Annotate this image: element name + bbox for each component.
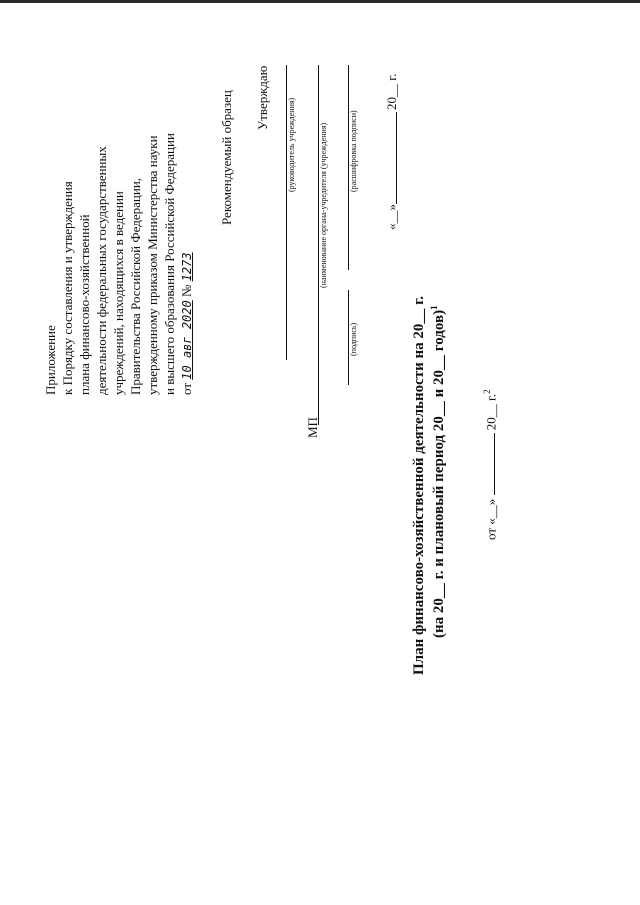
order-reference <box>180 252 193 395</box>
approval-date-year: 20__ г. <box>384 73 399 110</box>
appendix-line: утвержденному приказом Министерства науки <box>145 135 160 395</box>
footnote-2: 2 <box>482 389 492 394</box>
recommended-sample-label: Рекомендуемый образец <box>219 90 234 225</box>
order-prefix: от <box>179 382 194 395</box>
doc-date-year: 20__ г. <box>483 393 499 431</box>
appendix-line: Правительства Российской Федерации, <box>128 177 143 395</box>
appendix-line: и высшего образования Российской Федерации <box>162 133 177 395</box>
appendix-line: учреждений, находящихся в ведении <box>111 191 126 395</box>
scan-top-edge <box>0 0 640 3</box>
decoding-caption: (расшифровка подписи) <box>349 110 358 192</box>
plan-subtitle <box>430 305 447 638</box>
head-caption: (руководитель учреждения) <box>287 97 296 192</box>
doc-date-blank <box>494 433 495 495</box>
order-date-handwritten: 10 авг 2020 <box>180 300 194 380</box>
plan-title: План финансово-хозяйственной деятельности на 20__ г. <box>411 295 427 675</box>
order-number-prefix: № <box>179 284 194 297</box>
stamp-mp-label: МП <box>305 417 320 438</box>
appendix-line: Приложение <box>43 325 58 395</box>
footnote-1: 1 <box>429 305 439 310</box>
signature-caption: (подпись) <box>349 322 358 356</box>
order-number-handwritten: 1273 <box>180 252 194 282</box>
approve-label: Утверждаю <box>255 65 270 130</box>
approval-date-line <box>396 112 397 204</box>
plan-subtitle-text: (на 20__ г. и плановый период 20__ и 20__ годов) <box>431 309 447 638</box>
founder-caption: (наименование органа-учредителя (учреждения) <box>319 122 328 288</box>
appendix-line: плана финансово-хозяйственной <box>77 214 92 395</box>
doc-date-prefix: от «__» <box>483 498 499 540</box>
doc-date <box>483 389 497 540</box>
appendix-line: к Порядку составления и утверждения <box>60 181 75 395</box>
approval-date-quote: «__» <box>384 204 399 230</box>
appendix-line: деятельности федеральных государственных <box>94 146 109 395</box>
